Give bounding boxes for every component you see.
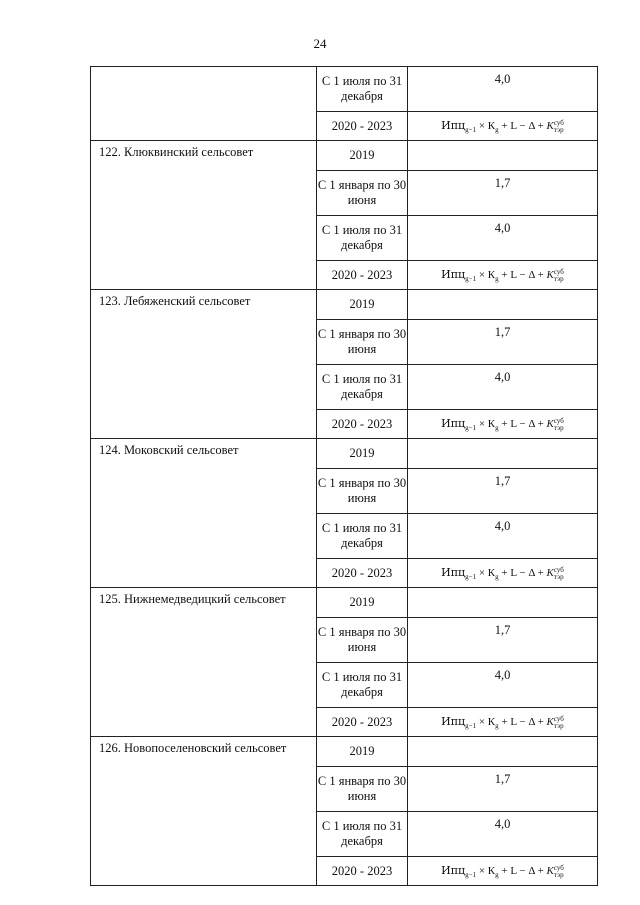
formula-ipc-sub: g−1: [465, 424, 477, 433]
formula-k2-sub: тэр: [553, 573, 564, 581]
year-cell: 2019: [317, 439, 408, 469]
year-cell: 2019: [317, 737, 408, 767]
formula-ipc: Ипц: [441, 417, 466, 430]
formula-times: ×: [478, 120, 486, 132]
page-number: 24: [313, 36, 327, 51]
period-cell: С 1 июля по 31 декабря: [317, 365, 408, 410]
formula-k-sub: g: [495, 424, 499, 433]
value-cell: 1,7: [408, 767, 598, 812]
table-row: [91, 439, 598, 469]
formula-rest: + L − Δ +: [501, 865, 547, 877]
table-row: [91, 141, 598, 171]
municipality-name: 124. Моковский сельсовет: [91, 439, 317, 588]
formula-k-sub: g: [495, 573, 499, 582]
formula-rest: + L − Δ +: [501, 269, 547, 281]
formula-ipc-sub: g−1: [465, 126, 477, 135]
formula-k-sub: g: [495, 275, 499, 284]
value-cell: 1,7: [408, 320, 598, 365]
value-cell: 1,7: [408, 171, 598, 216]
tariff-table-body: [91, 67, 598, 886]
empty-value-cell: [408, 737, 598, 767]
period-cell: 2020 - 2023: [317, 708, 408, 737]
formula-k2-sub: тэр: [553, 722, 564, 730]
formula-times: ×: [478, 567, 486, 579]
period-cell: С 1 января по 30 июня: [317, 171, 408, 216]
value-cell: 4,0: [408, 514, 598, 559]
formula-k2: K: [546, 120, 554, 132]
period-cell: С 1 июля по 31 декабря: [317, 812, 408, 857]
period-cell: С 1 июля по 31 декабря: [317, 67, 408, 112]
formula-k-sub: g: [495, 722, 499, 731]
formula-times: ×: [478, 418, 486, 430]
formula-k: К: [487, 865, 496, 877]
formula-cell: [408, 857, 598, 886]
formula-ipc-sub: g−1: [465, 871, 477, 880]
formula-rest: + L − Δ +: [501, 567, 547, 579]
formula-rest: + L − Δ +: [501, 120, 547, 132]
formula-cell: [408, 112, 598, 141]
year-cell: 2019: [317, 141, 408, 171]
formula-k2-sup: суб: [553, 119, 564, 127]
formula-ipc: Ипц: [441, 864, 466, 877]
municipality-name: 126. Новопоселеновский сельсовет: [91, 737, 317, 886]
municipality-name: 125. Нижнемедведицкий сельсовет: [91, 588, 317, 737]
year-cell: 2019: [317, 588, 408, 618]
period-cell: 2020 - 2023: [317, 559, 408, 588]
formula-k-sub: g: [495, 871, 499, 880]
tariff-table: [90, 66, 598, 886]
table-row: [91, 67, 598, 112]
period-cell: С 1 января по 30 июня: [317, 320, 408, 365]
formula-k: К: [487, 716, 496, 728]
formula-k2-sub: тэр: [553, 275, 564, 283]
formula-cell: [408, 410, 598, 439]
formula-k: К: [487, 120, 496, 132]
formula-times: ×: [478, 865, 486, 877]
formula-k2-sup: суб: [553, 268, 564, 276]
municipality-cell-continued: [91, 67, 317, 141]
formula-k2: K: [546, 567, 554, 579]
table-row: [91, 737, 598, 767]
formula-k2: K: [546, 865, 554, 877]
formula-k2: K: [546, 418, 554, 430]
period-cell: С 1 июля по 31 декабря: [317, 216, 408, 261]
value-cell: 1,7: [408, 469, 598, 514]
period-cell: 2020 - 2023: [317, 112, 408, 141]
value-cell: 4,0: [408, 812, 598, 857]
formula-k: К: [487, 269, 496, 281]
year-cell: 2019: [317, 290, 408, 320]
formula-ipc-sub: g−1: [465, 275, 477, 284]
value-cell: 4,0: [408, 365, 598, 410]
formula-k2: K: [546, 269, 554, 281]
formula-times: ×: [478, 716, 486, 728]
municipality-name: 123. Лебяженский сельсовет: [91, 290, 317, 439]
formula-cell: [408, 708, 598, 737]
formula-cell: [408, 261, 598, 290]
formula-k2-sub: тэр: [553, 871, 564, 879]
value-cell: 1,7: [408, 618, 598, 663]
formula-times: ×: [478, 269, 486, 281]
empty-value-cell: [408, 290, 598, 320]
formula-k2-sub: тэр: [553, 126, 564, 134]
formula-k-sub: g: [495, 126, 499, 135]
formula-ipc: Ипц: [441, 268, 466, 281]
period-cell: С 1 января по 30 июня: [317, 469, 408, 514]
period-cell: 2020 - 2023: [317, 410, 408, 439]
formula-k: К: [487, 567, 496, 579]
formula-ipc: Ипц: [441, 119, 466, 132]
period-cell: С 1 июля по 31 декабря: [317, 663, 408, 708]
formula-ipc: Ипц: [441, 566, 466, 579]
formula-k2-sup: суб: [553, 566, 564, 574]
value-cell: 4,0: [408, 663, 598, 708]
empty-value-cell: [408, 141, 598, 171]
formula-rest: + L − Δ +: [501, 716, 547, 728]
formula-k2-sup: суб: [553, 715, 564, 723]
formula-k: К: [487, 418, 496, 430]
value-cell: 4,0: [408, 67, 598, 112]
formula-k2-sup: суб: [553, 417, 564, 425]
municipality-name: 122. Клюквинский сельсовет: [91, 141, 317, 290]
period-cell: С 1 января по 30 июня: [317, 767, 408, 812]
formula-rest: + L − Δ +: [501, 418, 547, 430]
period-cell: С 1 января по 30 июня: [317, 618, 408, 663]
value-cell: 4,0: [408, 216, 598, 261]
period-cell: 2020 - 2023: [317, 857, 408, 886]
period-cell: 2020 - 2023: [317, 261, 408, 290]
formula-ipc-sub: g−1: [465, 573, 477, 582]
formula-k2-sub: тэр: [553, 424, 564, 432]
period-cell: С 1 июля по 31 декабря: [317, 514, 408, 559]
formula-cell: [408, 559, 598, 588]
formula-ipc-sub: g−1: [465, 722, 477, 731]
empty-value-cell: [408, 588, 598, 618]
formula-ipc: Ипц: [441, 715, 466, 728]
empty-value-cell: [408, 439, 598, 469]
formula-k2: K: [546, 716, 554, 728]
formula-k2-sup: суб: [553, 864, 564, 872]
table-row: [91, 588, 598, 618]
table-row: [91, 290, 598, 320]
